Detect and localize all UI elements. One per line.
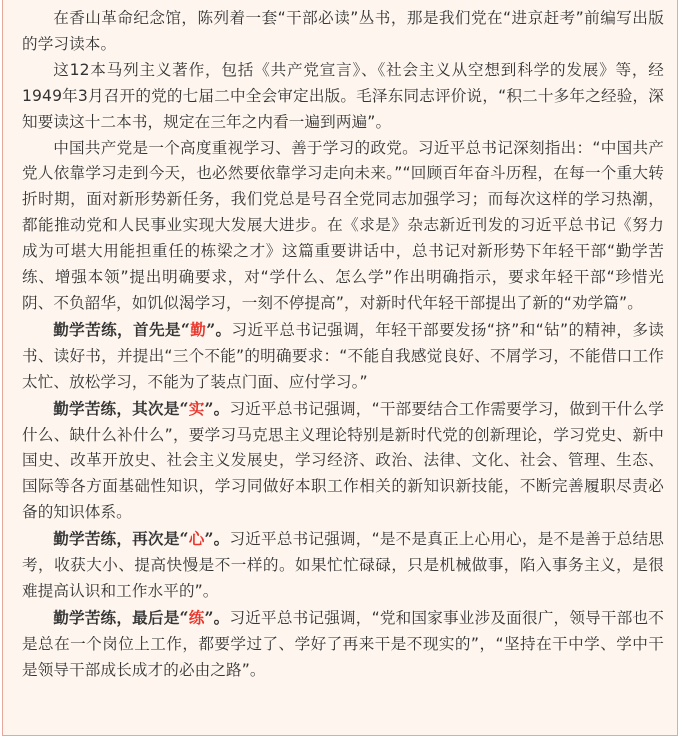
article-frame <box>2 0 678 736</box>
keyword-xin: 心 <box>188 529 205 549</box>
paragraph-1: 在香山革命纪念馆，陈列着一套“干部必读”丛书，那是我们党在“进京赶考”前编写出版的学习读本。 <box>22 9 664 53</box>
right-margin <box>680 0 684 738</box>
paragraph-6-lead: 勤学苦练，再次是“心”。 <box>53 529 230 549</box>
keyword-shi: 实 <box>188 398 205 418</box>
paragraph-7-text: 习近平总书记强调，“党和国家事业涉及面很广，领导干部也不是总在一个岗位上工作，都要学过了、学好了再来干是不现实的”，“坚持在干中学、学中干是领导干部成长成才的必由之路”。 <box>22 608 664 679</box>
paragraph-6-text: 习近平总书记强调，“是不是真正上心用心，是不是善于总结思考，收获大小、提高快慢是不一样的。如果忙忙碌碌，只是机械做事，陷入事务主义，是很难提高认识和工作水平的”。 <box>22 530 664 600</box>
paragraph-4-lead: 勤学苦练，首先是“勤”。 <box>53 319 232 339</box>
paragraph-6 <box>22 526 664 605</box>
paragraph-5-text: 习近平总书记强调，“干部要结合工作需要学习，做到干什么学什么、缺什么补什么”，要学习马克思主义理论特别是新时代党的创新理论，学习党史、新中国史、改革开放史、社会主义发展史，学习经济、政治、法律、文化、社会、管理、生态、国际等各方面基础性知识，学习同做好本职工作相关的新知识新技能，不断完善履职尽责必备的知识体系。 <box>22 399 664 522</box>
paragraph-3: 中国共产党是一个高度重视学习、善于学习的政党。习近平总书记深刻指出：“中国共产党人依靠学习走到今天，也必然要依靠学习走向未来。”“回顾百年奋斗历程，在每一个重大转折时期，面对新形势新任务，我们党总是号召全党同志加强学习；而每次这样的学习热潮，都能推动党和人民事业实现大发展大进步。在《求是》杂志新近刊发的习近平总书记《努力成为可堪大用能担重任的栋梁之才》这篇重要讲话中，总书记对新形势下年轻干部“勤学苦练、增强本领”提出明确要求，对“学什么、怎么学”作出明确指示，要求年轻干部“珍惜光阴、不负韶华，如饥似渴学习，一刻不停提高”，对新时代年轻干部提出了新的“劝学篇”。 <box>22 138 664 312</box>
paragraph-5 <box>22 396 664 527</box>
paragraph-7-lead: 勤学苦练，最后是“练”。 <box>53 607 230 627</box>
paragraph-4 <box>22 317 664 396</box>
keyword-lian: 练 <box>188 607 205 627</box>
paragraph-2: 这12本马列主义著作，包括《共产党宣言》、《社会主义从空想到科学的发展》等，经1949年3月召开的党的七届二中全会审定出版。毛泽东同志评价说，“积二十多年之经验，深知要读这十二本书，规定在三年之内看一遍到两遍”。 <box>22 60 664 131</box>
paragraph-5-lead: 勤学苦练，其次是“实”。 <box>53 398 230 418</box>
article-body <box>22 6 664 684</box>
paragraph-7 <box>22 605 664 684</box>
paragraph-4-text: 习近平总书记强调，年轻干部要发扬“挤”和“钻”的精神，多读书、读好书，并提出“三个不能”的明确要求：“不能自我感觉良好、不屑学习，不能借口工作太忙、放松学习，不能为了装点门面、应付学习。” <box>22 320 665 391</box>
keyword-qin: 勤 <box>189 319 207 339</box>
